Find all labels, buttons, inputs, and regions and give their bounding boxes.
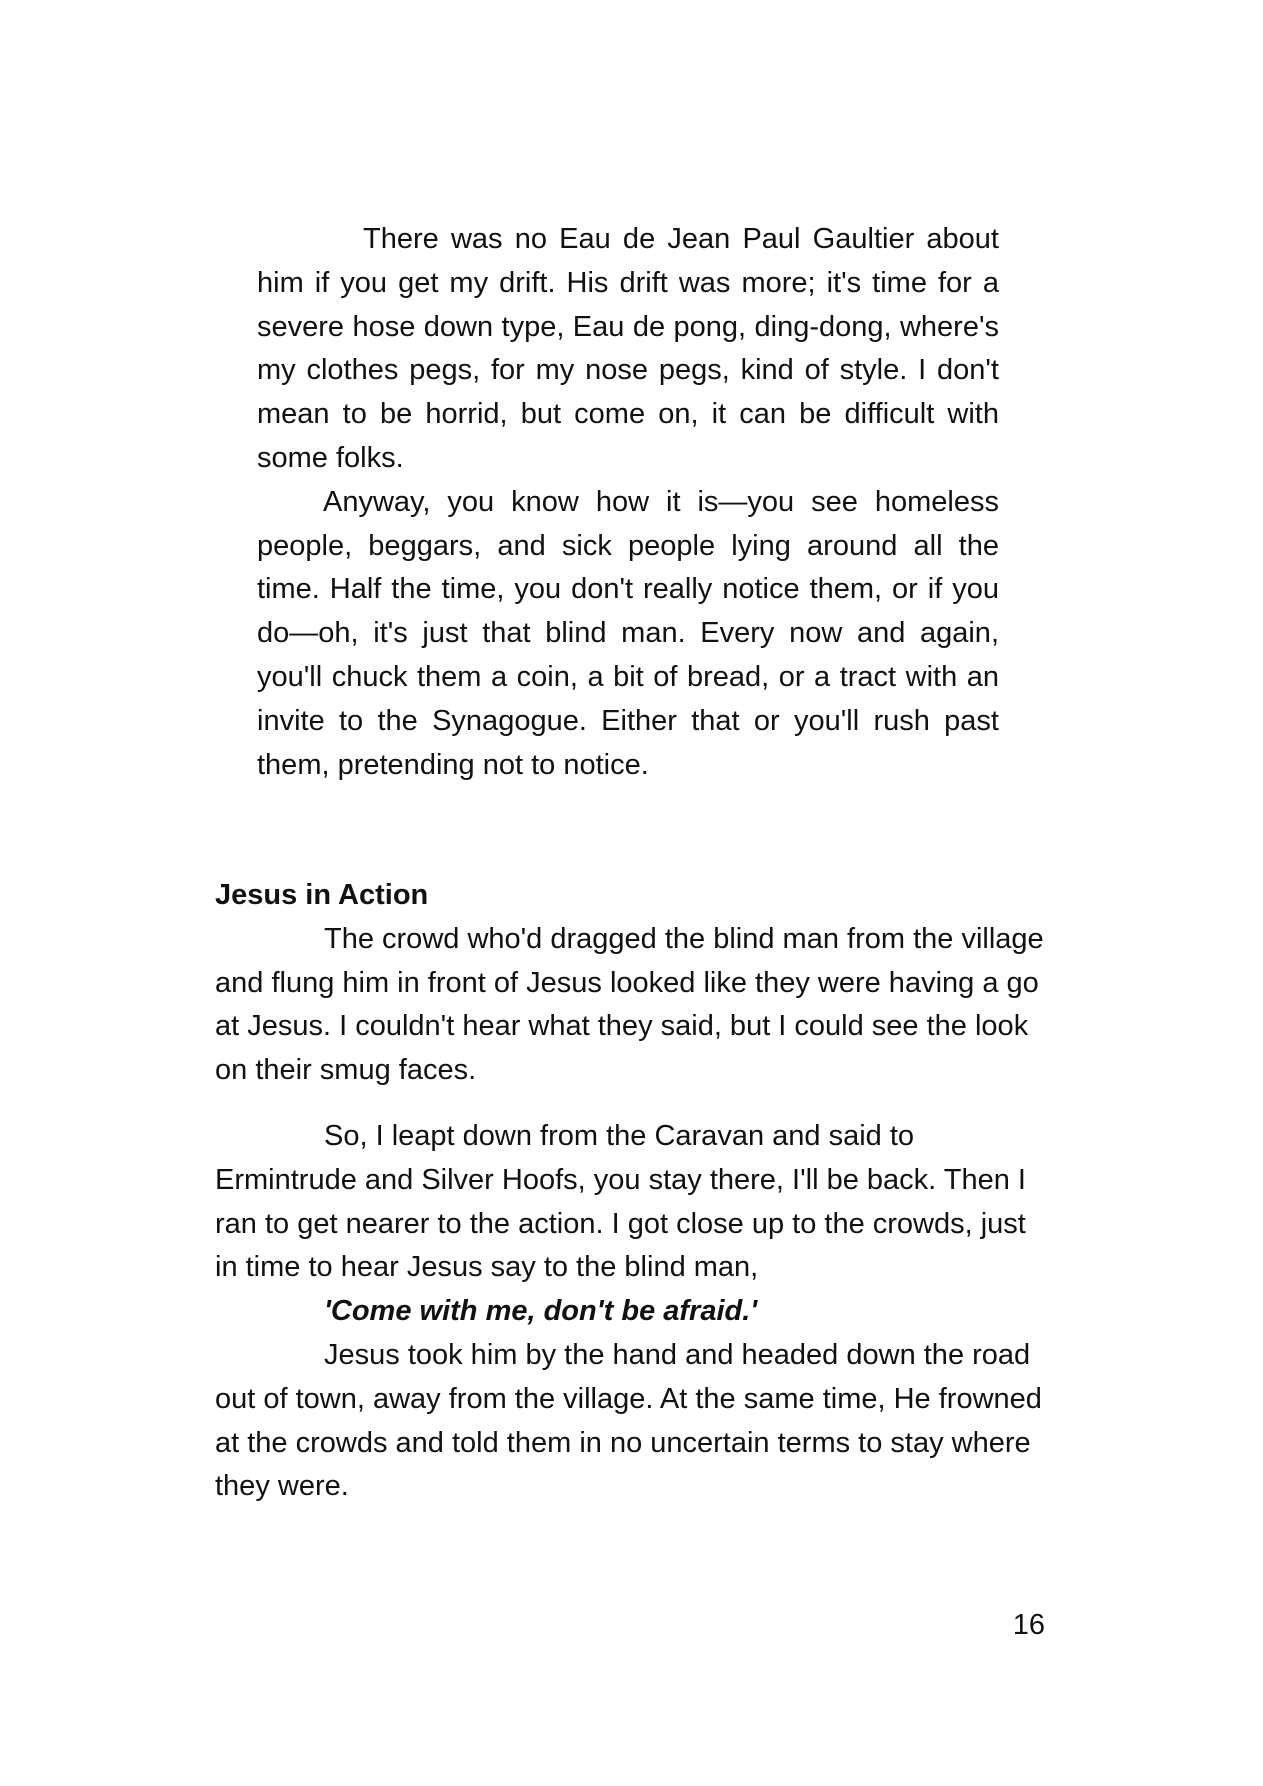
section-paragraph-3: Jesus took him by the hand and headed down the road out of town, away from the village. At the same time, He frowned at the crowds and told them in no uncertain terms to stay where they were.	[215, 1338, 1042, 1503]
section-heading: Jesus in Action	[215, 879, 429, 911]
intro-paragraph-2: Anyway, you know how it is—you see homeless people, beggars, and sick people lying around all the time. Half the time, you don't really notice them, or if you do—oh, it's just that blind man. Every now and again, you'll chuck them a coin, a bit of bread, or a tract with an invite to the Synagogue. Either that or you'll rush past them, pretending not to notice.	[257, 485, 999, 781]
section-paragraph-2: So, I leapt down from the Caravan and said to Ermintrude and Silver Hoofs, you stay there, I'll be back. Then I ran to get nearer to the action. I got close up to the crowds, just in time to hear Jesus say to the blind man,	[215, 1119, 1026, 1284]
section-paragraph-1: The crowd who'd dragged the blind man from the village and flung him in front of Jesus looked like they were having a go at Jesus. I couldn't hear what they said, but I could see the look on their smug faces.	[215, 922, 1044, 1087]
page-number: 16	[1012, 1609, 1045, 1641]
section-block	[215, 874, 1045, 1509]
intro-block	[257, 218, 999, 787]
intro-paragraph-1: There was no Eau de Jean Paul Gaultier about him if you get my drift. His drift was more; it's time for a severe hose down type, Eau de pong, ding-dong, where's my clothes pegs, for my nose pegs, kind of style. I don't mean to be horrid, but come on, it can be difficult with some folks.	[257, 223, 999, 474]
quote-line: 'Come with me, don't be afraid.'	[324, 1295, 758, 1328]
